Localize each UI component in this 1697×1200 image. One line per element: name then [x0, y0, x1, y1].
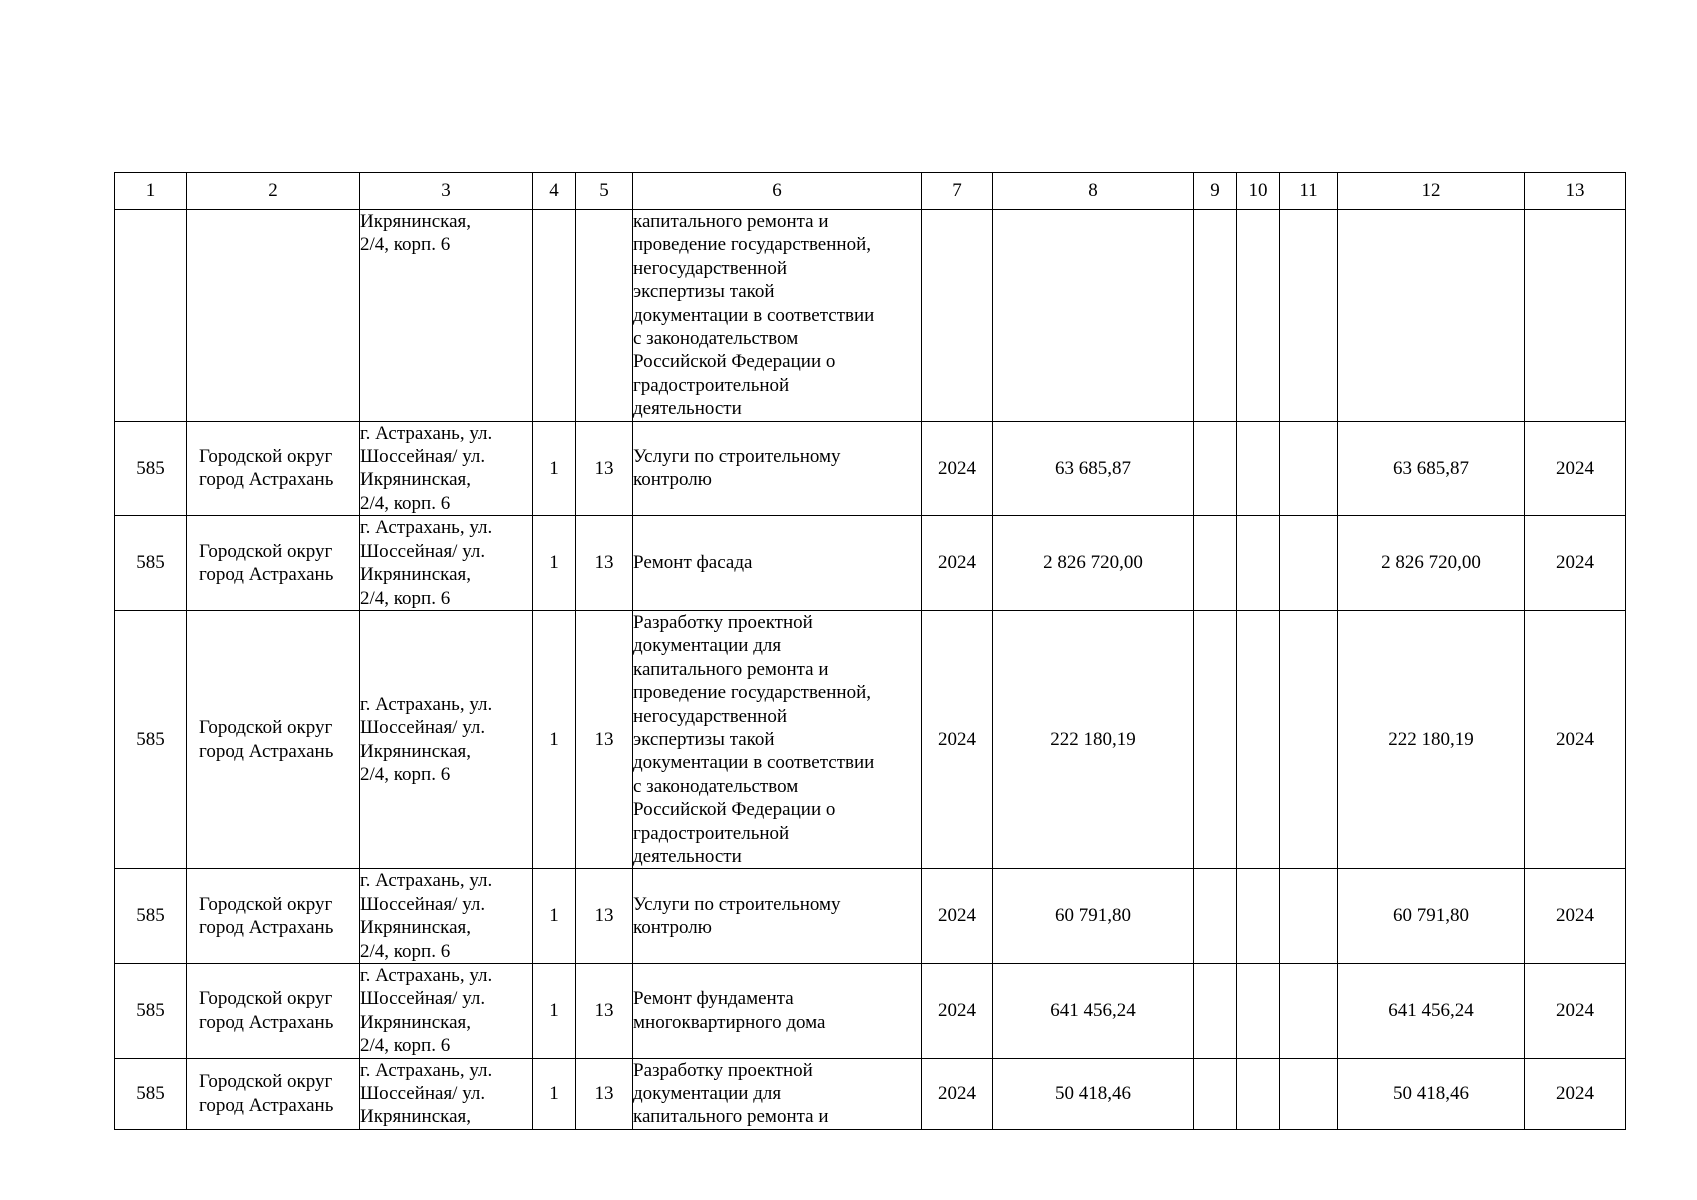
municipality-cell [187, 610, 360, 868]
municipality-text: Городской округ город Астрахань [199, 1071, 334, 1116]
col9-cell [1194, 869, 1237, 964]
row-number-cell: 585 [115, 869, 187, 964]
col9-cell [1194, 516, 1237, 611]
header-cell: 13 [1525, 173, 1626, 210]
header-row [115, 173, 1626, 210]
col10-cell [1237, 516, 1280, 611]
col9-cell [1194, 610, 1237, 868]
col12-cost-cell: 222 180,19 [1338, 610, 1525, 868]
col12-cost-cell: 641 456,24 [1338, 964, 1525, 1059]
work-type-text: капитального ремонта и проведение государственной, негосударственной экспертизы такой документации в соответствии с законодательством Российской Федерации о градостроительной деятельности [633, 211, 875, 420]
address-cell [360, 869, 533, 964]
address-cell [360, 516, 533, 611]
col12-cost-cell: 50 418,46 [1338, 1058, 1525, 1129]
register-table [114, 172, 1626, 1130]
col11-cell [1280, 869, 1338, 964]
work-type-cell [633, 869, 922, 964]
header-cell: 12 [1338, 173, 1525, 210]
work-type-text: Ремонт фасада [633, 552, 753, 574]
header-cell: 11 [1280, 173, 1338, 210]
col5-cell: 13 [576, 869, 633, 964]
col10-cell [1237, 610, 1280, 868]
col12-cost-cell: 63 685,87 [1338, 421, 1525, 516]
table-row [115, 516, 1626, 611]
col9-cell [1194, 1058, 1237, 1129]
total-cost-cell: 60 791,80 [993, 869, 1194, 964]
total-cost-cell: 63 685,87 [993, 421, 1194, 516]
col10-cell [1237, 210, 1280, 422]
header-cell: 8 [993, 173, 1194, 210]
col4-cell: 1 [533, 516, 576, 611]
address-text: г. Астрахань, ул. Шоссейная/ ул. Икрянинская, [360, 1059, 493, 1128]
total-cost-cell: 50 418,46 [993, 1058, 1194, 1129]
address-text: г. Астрахань, ул. Шоссейная/ ул. Икрянинская, 2/4, корп. 6 [360, 422, 493, 514]
col10-cell [1237, 1058, 1280, 1129]
municipality-cell [187, 210, 360, 422]
col13-year-cell: 2024 [1525, 516, 1626, 611]
col11-cell [1280, 610, 1338, 868]
col12-cost-cell: 2 826 720,00 [1338, 516, 1525, 611]
total-cost-cell: 222 180,19 [993, 610, 1194, 868]
col10-cell [1237, 869, 1280, 964]
work-type-text: Разработку проектной документации для капитального ремонта и [633, 1059, 829, 1128]
address-cell [360, 610, 533, 868]
col4-cell: 1 [533, 964, 576, 1059]
row-number-cell: 585 [115, 516, 187, 611]
year-cell: 2024 [922, 964, 993, 1059]
work-type-cell [633, 421, 922, 516]
col4-cell: 1 [533, 610, 576, 868]
col4-cell: 1 [533, 1058, 576, 1129]
total-cost-cell: 641 456,24 [993, 964, 1194, 1059]
col11-cell [1280, 516, 1338, 611]
work-type-cell [633, 964, 922, 1059]
header-cell: 7 [922, 173, 993, 210]
municipality-text: Городской округ город Астрахань [199, 893, 334, 939]
municipality-cell [187, 869, 360, 964]
header-cell: 9 [1194, 173, 1237, 210]
col9-cell [1194, 421, 1237, 516]
col5-cell: 13 [576, 964, 633, 1059]
header-cell: 1 [115, 173, 187, 210]
col5-cell [576, 210, 633, 422]
row-number-cell: 585 [115, 610, 187, 868]
municipality-cell [187, 1058, 360, 1129]
col11-cell [1280, 210, 1338, 422]
municipality-text: Городской округ город Астрахань [199, 717, 334, 762]
header-cell: 2 [187, 173, 360, 210]
col4-cell: 1 [533, 421, 576, 516]
header-cell: 5 [576, 173, 633, 210]
col10-cell [1237, 421, 1280, 516]
municipality-text: Городской округ город Астрахань [199, 988, 334, 1033]
table-row [115, 1058, 1626, 1129]
year-cell: 2024 [922, 516, 993, 611]
header-cell: 3 [360, 173, 533, 210]
year-cell [922, 210, 993, 422]
table-row [115, 964, 1626, 1059]
col13-year-cell: 2024 [1525, 610, 1626, 868]
col13-year-cell: 2024 [1525, 964, 1626, 1059]
row-number-cell [115, 210, 187, 422]
col4-cell [533, 210, 576, 422]
work-type-text: Ремонт фундамента многоквартирного дома [633, 988, 826, 1033]
address-text: г. Астрахань, ул. Шоссейная/ ул. Икрянинская, 2/4, корп. 6 [360, 870, 493, 962]
row-number-cell: 585 [115, 964, 187, 1059]
municipality-cell [187, 516, 360, 611]
col5-cell: 13 [576, 516, 633, 611]
col11-cell [1280, 421, 1338, 516]
address-text: Икрянинская, 2/4, корп. 6 [360, 211, 471, 256]
col4-cell: 1 [533, 869, 576, 964]
address-cell [360, 210, 533, 422]
col11-cell [1280, 1058, 1338, 1129]
col10-cell [1237, 964, 1280, 1059]
total-cost-cell [993, 210, 1194, 422]
table-row [115, 610, 1626, 868]
col12-cost-cell: 60 791,80 [1338, 869, 1525, 964]
address-cell [360, 1058, 533, 1129]
address-text: г. Астрахань, ул. Шоссейная/ ул. Икрянинская, 2/4, корп. 6 [360, 965, 493, 1057]
work-type-text: Услуги по строительному контролю [633, 893, 841, 939]
municipality-text: Городской округ город Астрахань [199, 446, 334, 491]
col9-cell [1194, 964, 1237, 1059]
municipality-text: Городской округ город Астрахань [199, 540, 334, 586]
address-text: г. Астрахань, ул. Шоссейная/ ул. Икрянинская, 2/4, корп. 6 [360, 517, 493, 609]
municipality-cell [187, 421, 360, 516]
work-type-text: Разработку проектной документации для капитального ремонта и проведение государственной, негосударственной экспертизы такой документации в соответствии с законодательством Российской Федерации о градостроительной деятельности [633, 611, 875, 867]
total-cost-cell: 2 826 720,00 [993, 516, 1194, 611]
municipality-cell [187, 964, 360, 1059]
year-cell: 2024 [922, 421, 993, 516]
address-cell [360, 421, 533, 516]
work-type-cell [633, 210, 922, 422]
address-text: г. Астрахань, ул. Шоссейная/ ул. Икрянинская, 2/4, корп. 6 [360, 693, 493, 786]
table-row [115, 869, 1626, 964]
header-cell: 4 [533, 173, 576, 210]
row-number-cell: 585 [115, 1058, 187, 1129]
work-type-cell [633, 610, 922, 868]
work-type-text: Услуги по строительному контролю [633, 446, 841, 491]
row-number-cell: 585 [115, 421, 187, 516]
year-cell: 2024 [922, 869, 993, 964]
col13-year-cell [1525, 210, 1626, 422]
col5-cell: 13 [576, 1058, 633, 1129]
address-cell [360, 964, 533, 1059]
col5-cell: 13 [576, 421, 633, 516]
year-cell: 2024 [922, 1058, 993, 1129]
col5-cell: 13 [576, 610, 633, 868]
header-cell: 10 [1237, 173, 1280, 210]
col9-cell [1194, 210, 1237, 422]
work-type-cell [633, 1058, 922, 1129]
year-cell: 2024 [922, 610, 993, 868]
col13-year-cell: 2024 [1525, 869, 1626, 964]
col13-year-cell: 2024 [1525, 1058, 1626, 1129]
col12-cost-cell [1338, 210, 1525, 422]
col11-cell [1280, 964, 1338, 1059]
header-cell: 6 [633, 173, 922, 210]
table-row [115, 210, 1626, 422]
work-type-cell [633, 516, 922, 611]
table-row [115, 421, 1626, 516]
col13-year-cell: 2024 [1525, 421, 1626, 516]
